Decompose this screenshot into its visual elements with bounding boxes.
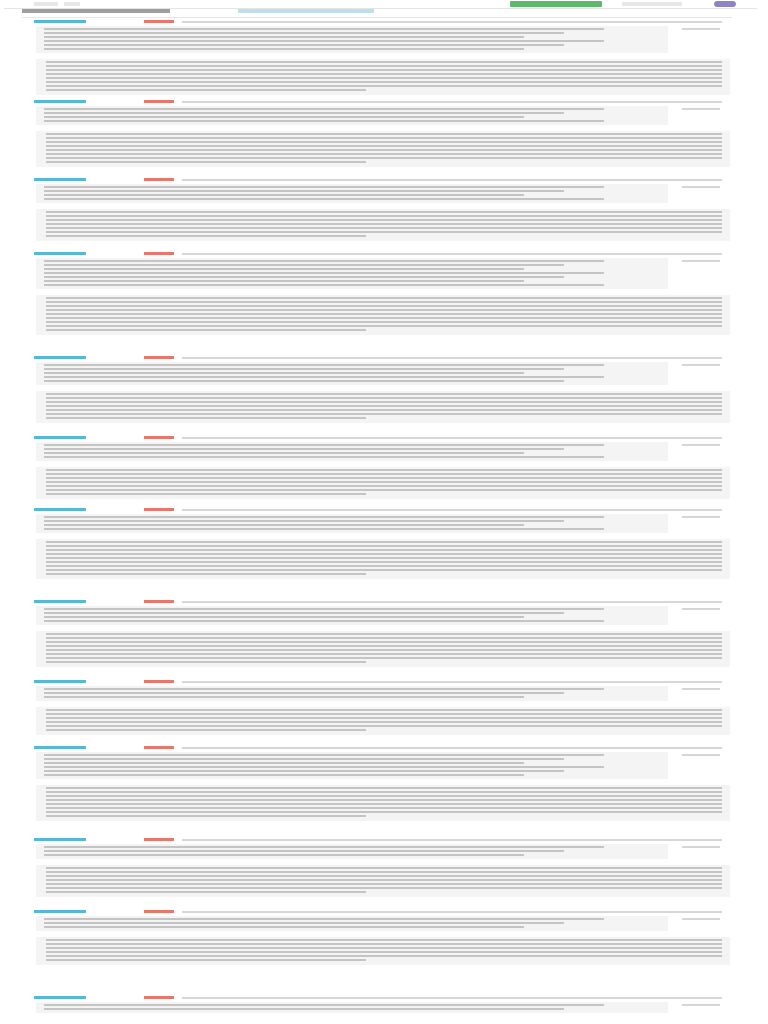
body-line <box>46 645 722 647</box>
list-item <box>44 528 604 530</box>
body-line <box>46 549 722 551</box>
post-meta <box>682 608 720 610</box>
list-item <box>44 854 524 856</box>
list-item <box>44 766 604 768</box>
list-item <box>44 120 604 122</box>
post-flag-badge <box>144 910 174 913</box>
list-item <box>44 44 564 46</box>
body-line <box>46 709 722 711</box>
list-item <box>44 280 524 282</box>
post-meta <box>682 918 720 920</box>
body-line <box>46 661 366 663</box>
list-item <box>44 368 564 370</box>
body-line <box>46 469 722 471</box>
list-item <box>44 850 564 852</box>
body-line <box>46 545 722 547</box>
body-line <box>46 85 722 87</box>
body-line <box>46 325 722 327</box>
post-heading <box>182 997 722 999</box>
list-item <box>44 846 604 848</box>
body-line <box>46 305 722 307</box>
nav-link[interactable] <box>34 2 58 6</box>
body-line <box>46 153 722 155</box>
body-line <box>46 61 722 63</box>
post-meta <box>682 688 720 690</box>
post-author-link[interactable] <box>34 20 86 23</box>
post-heading <box>182 681 722 683</box>
post-meta <box>682 260 720 262</box>
list-item <box>44 448 564 450</box>
body-line <box>46 561 722 563</box>
post-author-link[interactable] <box>34 680 86 683</box>
body-line <box>46 955 722 957</box>
body-line <box>46 489 722 491</box>
body-line <box>46 883 722 885</box>
body-line <box>46 887 722 889</box>
user-name[interactable] <box>622 2 682 6</box>
post-flag-badge <box>144 680 174 683</box>
list-item <box>44 272 604 274</box>
body-line <box>46 637 722 639</box>
post-meta <box>682 516 720 518</box>
header-link[interactable] <box>238 9 374 13</box>
list-item <box>44 36 524 38</box>
body-line <box>46 401 722 403</box>
body-line <box>46 573 366 575</box>
body-line <box>46 493 366 495</box>
body-line <box>46 879 722 881</box>
post-flag-badge <box>144 600 174 603</box>
list-item <box>44 444 604 446</box>
body-line <box>46 649 722 651</box>
list-item <box>44 926 524 928</box>
page-header <box>22 9 757 14</box>
body-line <box>46 815 366 817</box>
body-line <box>46 417 366 419</box>
body-line <box>46 653 722 655</box>
list-item <box>44 452 524 454</box>
post-author-link[interactable] <box>34 356 86 359</box>
list-item <box>44 692 564 694</box>
list-item <box>44 260 604 262</box>
list-item <box>44 456 604 458</box>
body-line <box>46 951 722 953</box>
post-heading <box>182 839 722 841</box>
post-meta <box>682 186 720 188</box>
list-item <box>44 108 604 110</box>
body-line <box>46 939 722 941</box>
list-item <box>44 516 604 518</box>
list-item <box>44 524 524 526</box>
list-item <box>44 612 564 614</box>
list-item <box>44 190 564 192</box>
body-line <box>46 227 722 229</box>
post-author-link[interactable] <box>34 100 86 103</box>
body-line <box>46 641 722 643</box>
post-flag-badge <box>144 252 174 255</box>
body-line <box>46 787 722 789</box>
body-line <box>46 297 722 299</box>
post-flag-badge <box>144 356 174 359</box>
avatar[interactable] <box>714 1 736 7</box>
body-line <box>46 795 722 797</box>
body-line <box>46 799 722 801</box>
post-meta <box>682 754 720 756</box>
post-flag-badge <box>144 20 174 23</box>
list-item <box>44 112 564 114</box>
body-line <box>46 235 366 237</box>
body-line <box>46 713 722 715</box>
post-heading <box>182 601 722 603</box>
list-item <box>44 1008 564 1010</box>
body-line <box>46 557 722 559</box>
body-line <box>46 219 722 221</box>
body-line <box>46 231 722 233</box>
list-item <box>44 364 604 366</box>
body-line <box>46 891 366 893</box>
body-line <box>46 321 722 323</box>
body-line <box>46 811 722 813</box>
list-item <box>44 186 604 188</box>
post-flag-badge <box>144 996 174 999</box>
post-flag-badge <box>144 838 174 841</box>
body-line <box>46 959 366 961</box>
body-line <box>46 65 722 67</box>
body-line <box>46 947 722 949</box>
body-line <box>46 481 722 483</box>
post-meta <box>682 444 720 446</box>
list-item <box>44 116 524 118</box>
list-item <box>44 198 604 200</box>
body-line <box>46 553 722 555</box>
post-author-link[interactable] <box>34 600 86 603</box>
list-item <box>44 758 564 760</box>
post-meta <box>682 846 720 848</box>
body-line <box>46 729 366 731</box>
body-line <box>46 69 722 71</box>
list-item <box>44 688 604 690</box>
list-item <box>44 918 604 920</box>
list-item <box>44 376 604 378</box>
post-author-link[interactable] <box>34 996 86 999</box>
body-line <box>46 157 722 159</box>
body-line <box>46 791 722 793</box>
post-heading <box>182 179 722 181</box>
post-heading <box>182 747 722 749</box>
body-line <box>46 413 722 415</box>
list-item <box>44 620 604 622</box>
body-line <box>46 309 722 311</box>
post-flag-badge <box>144 100 174 103</box>
post-flag-badge <box>144 436 174 439</box>
page-title <box>22 9 170 13</box>
body-line <box>46 211 722 213</box>
list-item <box>44 922 564 924</box>
list-item <box>44 372 524 374</box>
post-heading <box>182 101 722 103</box>
list-item <box>44 754 604 756</box>
body-line <box>46 313 722 315</box>
list-item <box>44 520 564 522</box>
list-item <box>44 696 524 698</box>
body-line <box>46 871 722 873</box>
body-line <box>46 565 722 567</box>
body-line <box>46 145 722 147</box>
body-line <box>46 803 722 805</box>
body-line <box>46 541 722 543</box>
list-item <box>44 284 604 286</box>
list-item <box>44 774 524 776</box>
body-line <box>46 223 722 225</box>
post-flag-badge <box>144 508 174 511</box>
page <box>4 0 757 1024</box>
list-item <box>44 40 604 42</box>
post-heading <box>182 911 722 913</box>
body-line <box>46 393 722 395</box>
body-line <box>46 133 722 135</box>
top-bar <box>4 0 757 9</box>
body-line <box>46 473 722 475</box>
post-author-link[interactable] <box>34 436 86 439</box>
body-line <box>46 875 722 877</box>
body-line <box>46 633 722 635</box>
body-line <box>46 141 722 143</box>
body-line <box>46 161 366 163</box>
post-flag-badge <box>144 746 174 749</box>
body-line <box>46 137 722 139</box>
list-item <box>44 48 524 50</box>
post-heading <box>182 509 722 511</box>
body-line <box>46 149 722 151</box>
body-line <box>46 409 722 411</box>
list-item <box>44 380 564 382</box>
body-line <box>46 301 722 303</box>
body-line <box>46 317 722 319</box>
post-author-link[interactable] <box>34 910 86 913</box>
body-line <box>46 807 722 809</box>
action-button[interactable] <box>510 1 602 7</box>
post-meta <box>682 1004 720 1006</box>
body-line <box>46 81 722 83</box>
post-author-link[interactable] <box>34 746 86 749</box>
body-line <box>46 215 722 217</box>
post-heading <box>182 357 722 359</box>
list-item <box>44 762 524 764</box>
post-heading <box>182 437 722 439</box>
body-line <box>46 73 722 75</box>
list-item <box>44 194 524 196</box>
post-heading <box>182 21 722 23</box>
list-item <box>44 32 564 34</box>
body-line <box>46 867 722 869</box>
list-item <box>44 276 564 278</box>
body-line <box>46 657 722 659</box>
list-item <box>44 28 604 30</box>
body-line <box>46 405 722 407</box>
body-line <box>46 77 722 79</box>
list-item <box>44 1004 604 1006</box>
list-item <box>44 268 524 270</box>
post-author-link[interactable] <box>34 838 86 841</box>
body-line <box>46 943 722 945</box>
post-meta <box>682 28 720 30</box>
body-line <box>46 477 722 479</box>
post-flag-badge <box>144 178 174 181</box>
list-item <box>44 616 524 618</box>
post-meta <box>682 364 720 366</box>
body-line <box>46 721 722 723</box>
body-line <box>46 725 722 727</box>
body-line <box>46 397 722 399</box>
post-author-link[interactable] <box>34 178 86 181</box>
post-meta <box>682 108 720 110</box>
nav-link[interactable] <box>64 2 80 6</box>
list-item <box>44 770 564 772</box>
body-line <box>46 717 722 719</box>
body-line <box>46 485 722 487</box>
list-item <box>44 264 564 266</box>
list-item <box>44 608 604 610</box>
post-author-link[interactable] <box>34 252 86 255</box>
post-author-link[interactable] <box>34 508 86 511</box>
body-line <box>46 569 722 571</box>
post-heading <box>182 253 722 255</box>
divider <box>22 17 732 18</box>
body-line <box>46 89 366 91</box>
body-line <box>46 329 366 331</box>
